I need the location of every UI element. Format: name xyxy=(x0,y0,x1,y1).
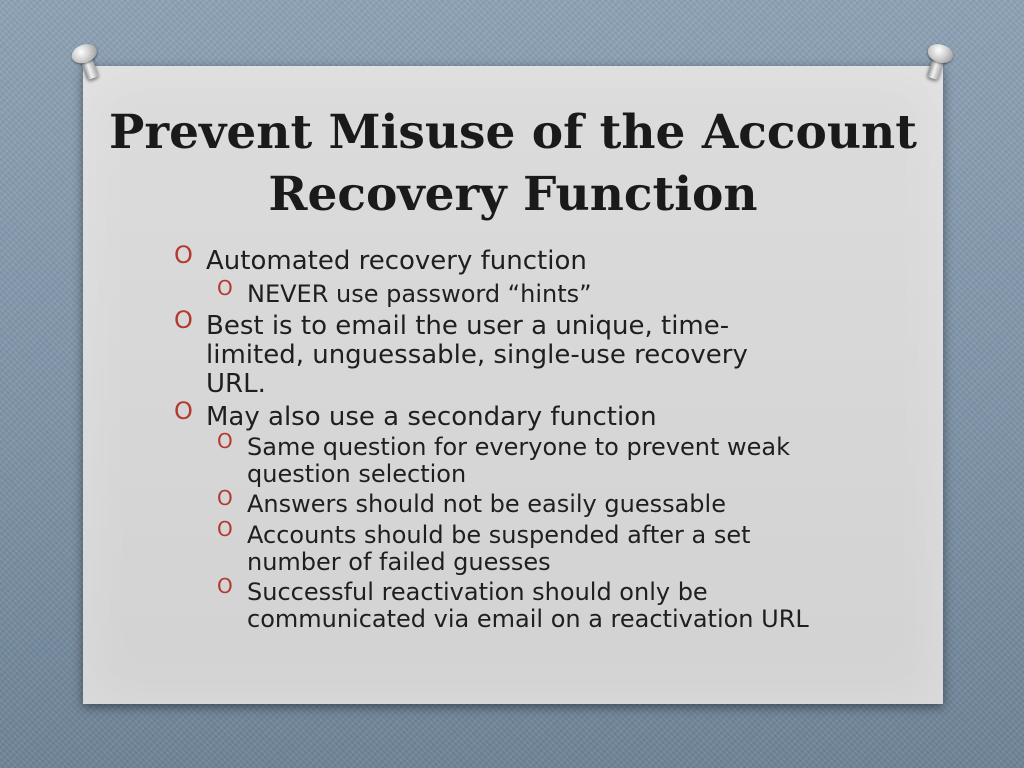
bullet-marker-icon: O xyxy=(174,397,193,425)
list-item xyxy=(217,486,847,518)
pushpin-right-icon xyxy=(918,41,955,87)
bullet-text: Same question for everyone to prevent weak question selection xyxy=(247,433,791,488)
bullet-marker-icon: O xyxy=(217,486,233,510)
bullet-text: Successful reactivation should only be communicated via email on a reactivation URL xyxy=(247,578,809,633)
list-item xyxy=(217,429,827,488)
list-item xyxy=(174,241,846,276)
bullet-text: Answers should not be easily guessable xyxy=(247,490,726,518)
bullet-text: Automated recovery function xyxy=(206,246,587,276)
list-item xyxy=(217,574,847,633)
slide-title xyxy=(83,102,943,226)
list-item xyxy=(217,517,807,576)
slide-title-line-2: Recovery Function xyxy=(268,167,758,222)
bullet-marker-icon: O xyxy=(217,276,233,300)
bullet-text: Accounts should be suspended after a set number of failed guesses xyxy=(247,521,751,576)
bullet-marker-icon: O xyxy=(217,517,233,541)
bullet-text: May also use a secondary function xyxy=(206,402,657,432)
bullet-text: NEVER use password “hints” xyxy=(247,280,592,308)
pushpin-left-icon xyxy=(69,41,107,87)
bullet-marker-icon: O xyxy=(217,429,233,453)
bullet-marker-icon: O xyxy=(217,574,233,598)
slide-title-line-1: Prevent Misuse of the Account xyxy=(109,105,917,160)
list-item xyxy=(174,397,846,432)
bullet-marker-icon: O xyxy=(174,241,193,269)
list-item xyxy=(217,276,847,308)
bullet-text: Best is to email the user a unique, time-limited, unguessable, single-use recovery URL. xyxy=(206,311,748,399)
bullet-marker-icon: O xyxy=(174,306,193,334)
list-item xyxy=(174,306,806,399)
